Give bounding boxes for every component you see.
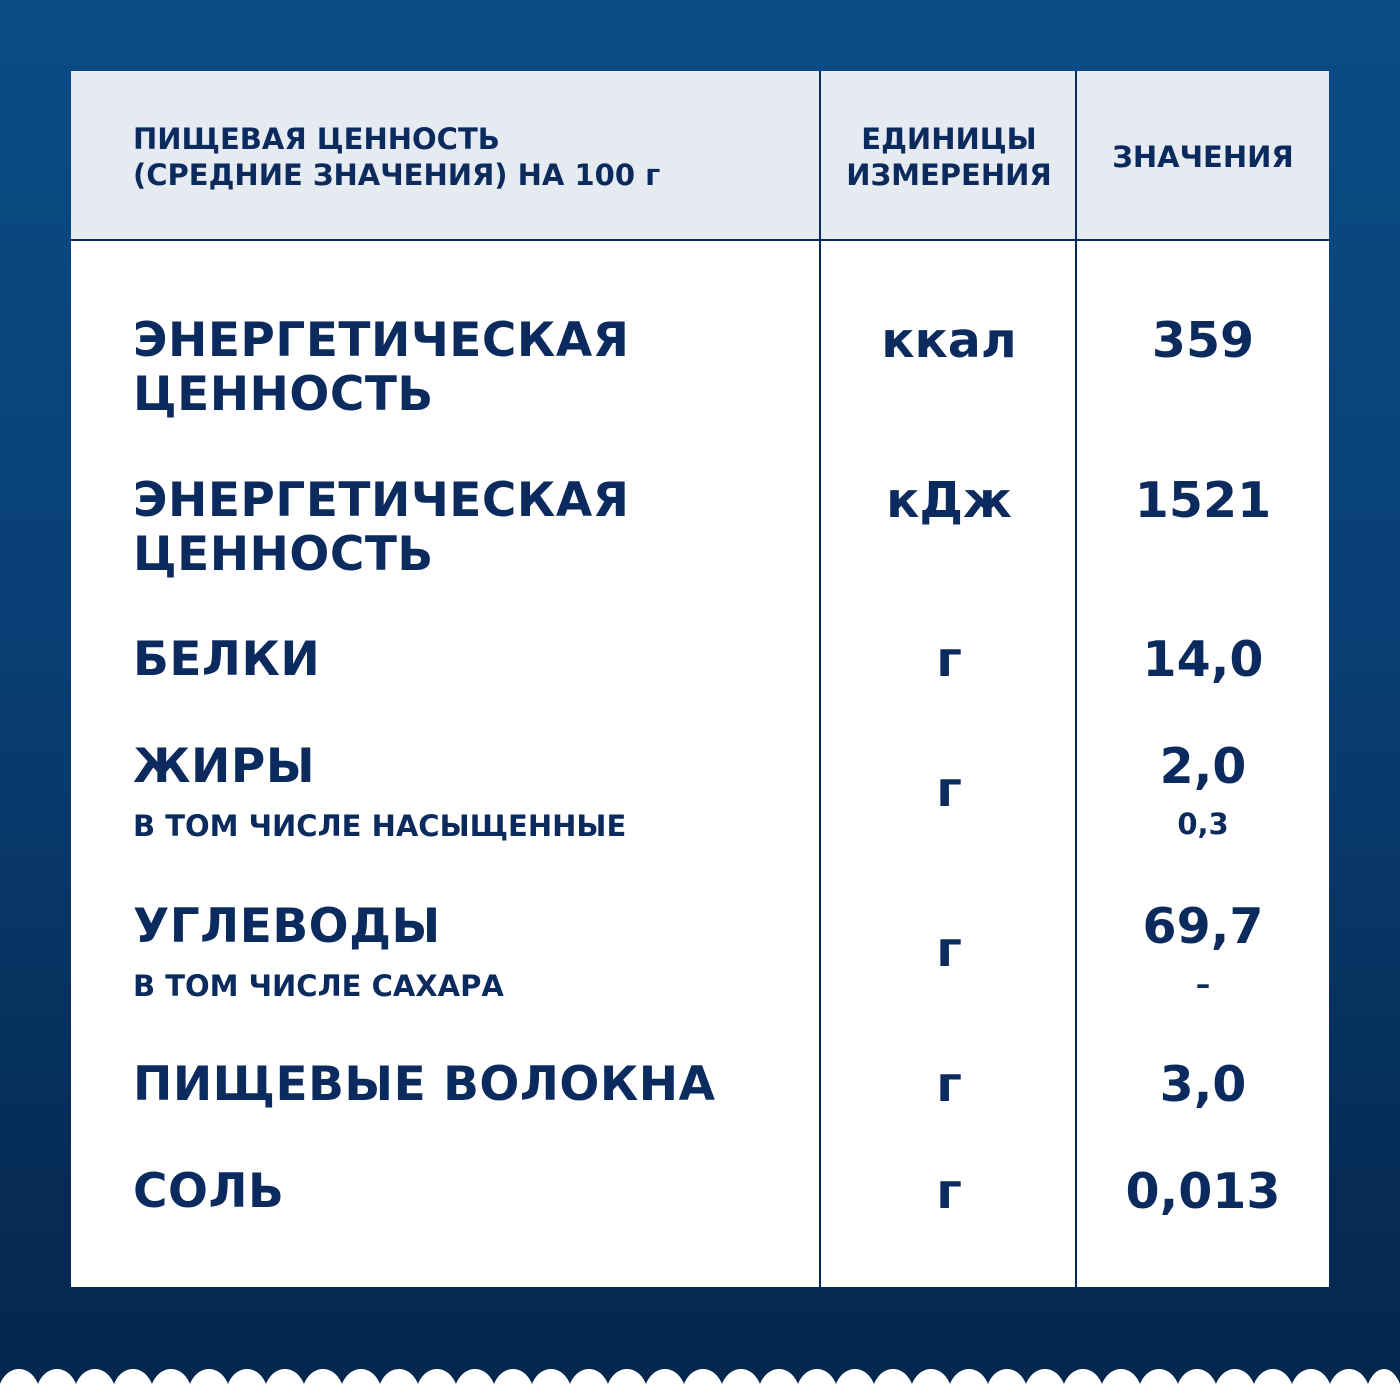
row-fat-unit: г xyxy=(936,761,962,818)
row-protein-name: БЕЛКИ xyxy=(133,632,321,687)
header-nutrition-title xyxy=(133,121,660,193)
row-fat-sub-value: 0,3 xyxy=(1177,807,1229,841)
row-fiber-unit: г xyxy=(936,1056,962,1113)
row-carbs-value: 69,7 xyxy=(1142,898,1264,955)
row-fiber-name: ПИЩЕВЫЕ ВОЛОКНА xyxy=(133,1057,716,1112)
row-energy-kj-unit: кДж xyxy=(886,472,1012,529)
row-fat-name: ЖИРЫ xyxy=(133,739,316,794)
row-protein-value: 14,0 xyxy=(1142,631,1264,688)
header-values: ЗНАЧЕНИЯ xyxy=(1112,140,1294,174)
row-energy-kj-name xyxy=(133,474,629,582)
row-energy-kcal-name xyxy=(133,314,629,422)
row-salt-value: 0,013 xyxy=(1125,1163,1281,1220)
row-name-line: ЭНЕРГЕТИЧЕСКАЯ xyxy=(133,313,630,368)
header-units-line: ЕДИНИЦЫ xyxy=(861,122,1037,156)
row-carbs-unit: г xyxy=(936,921,962,978)
row-carbs-name: УГЛЕВОДЫ xyxy=(133,899,441,954)
row-name-line: ЦЕННОСТЬ xyxy=(133,367,434,422)
row-energy-kcal-unit: ккал xyxy=(881,312,1017,369)
row-energy-kcal-value: 359 xyxy=(1151,312,1255,369)
header-title-line: (СРЕДНИЕ ЗНАЧЕНИЯ) НА 100 г xyxy=(133,158,661,192)
wave-border-decoration xyxy=(0,1360,1400,1400)
row-fat-sub-name: В ТОМ ЧИСЛЕ НАСЫЩЕННЫЕ xyxy=(133,809,627,843)
header-units-line: ИЗМЕРЕНИЯ xyxy=(846,158,1052,192)
row-name-line: ЭНЕРГЕТИЧЕСКАЯ xyxy=(133,473,630,528)
row-salt-unit: г xyxy=(936,1163,962,1220)
row-protein-unit: г xyxy=(936,631,962,688)
header-title-line: ПИЩЕВАЯ ЦЕННОСТЬ xyxy=(133,122,500,156)
row-fiber-value: 3,0 xyxy=(1159,1056,1247,1113)
nutrition-table xyxy=(71,71,1329,1287)
row-name-line: ЦЕННОСТЬ xyxy=(133,527,434,582)
row-carbs-sub-value: – xyxy=(1195,967,1211,1001)
header-units xyxy=(821,121,1077,193)
row-salt-name: СОЛЬ xyxy=(133,1164,285,1219)
row-carbs-sub-name: В ТОМ ЧИСЛЕ САХАРА xyxy=(133,969,504,1003)
row-energy-kj-value: 1521 xyxy=(1134,472,1272,529)
row-fat-value: 2,0 xyxy=(1159,738,1247,795)
